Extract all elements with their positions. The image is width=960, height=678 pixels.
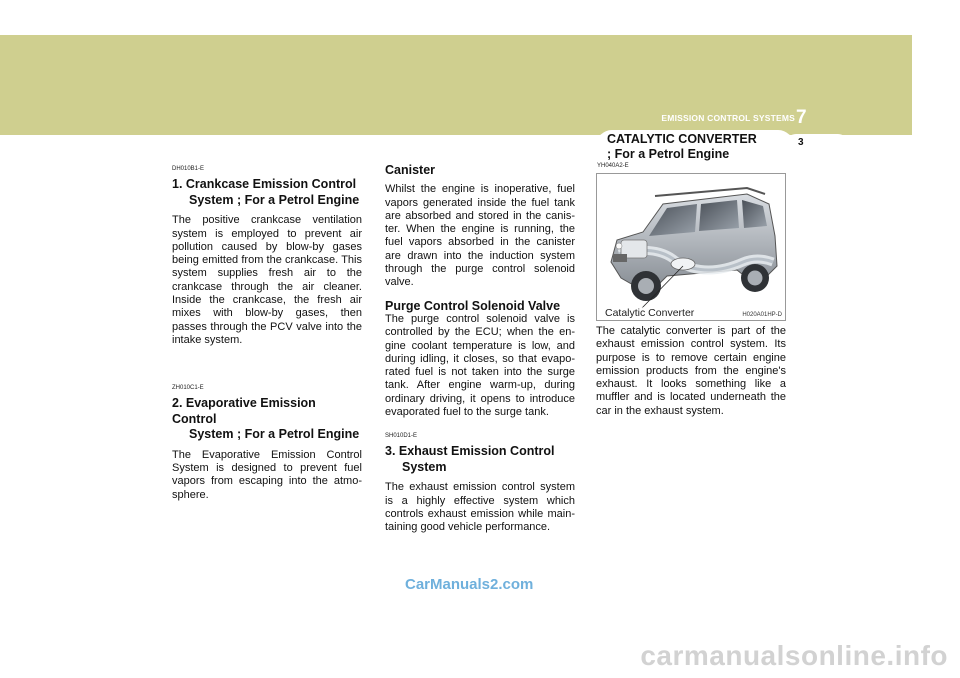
section-title: EMISSION CONTROL SYSTEMS (661, 113, 795, 123)
section-code: ZH010C1-E (172, 385, 204, 391)
section-code: YH040A2-E (597, 163, 629, 169)
purge-body: The purge control solenoid valve is controlled by the ECU; when the en-gine coolant temperature is low, and during idling, it closes, so that evapo-rated fuel is not taken into the surge tank. After engine warm-up, during ordinary driving, it opens to introduce evaporated fuel to the surge tank. (385, 312, 575, 419)
column-left (172, 163, 362, 347)
column-middle (385, 164, 575, 419)
catalytic-converter-title (607, 132, 787, 162)
heading-line2: System ; For a Petrol Engine (189, 427, 360, 442)
heading-line1: 2. Evaporative Emission Control (172, 396, 316, 426)
catalytic-converter-figure (596, 173, 786, 321)
column-right (596, 325, 786, 418)
canister-body: Whilst the engine is inoperative, fuel vapors generated inside the fuel tank are absorbed and stored in the canis-ter. When the engine is running, the fuel vapors absorbed in the canister are drawn into the induction system through the purge control solenoid valve. (385, 183, 575, 289)
heading-line2: System ; For a Petrol Engine (189, 192, 360, 207)
purge-heading: Purge Control Solenoid Valve (385, 298, 561, 313)
page-number: 3 (798, 137, 804, 148)
evaporative-body: The Evaporative Emission Control System is designed to prevent fuel vapors from escaping into the atmo-sphere. (172, 448, 362, 501)
exhaust-body: The exhaust emission control system is a highly effective system which controls exhaust emission while main-taining good vehicle performance. (385, 481, 575, 534)
exhaust-heading (385, 444, 575, 475)
figure-label: Catalytic Converter (605, 307, 695, 319)
crankcase-body: The positive crankcase ventilation system is employed to prevent air pollution caused by blow-by gases being emitted from the crankcase. This system supplies fresh air to the crankcase through the air cleaner. Inside the crankcase, the fresh air mixes with blow-by gases, then passes through the PCV valve into the intake system. (172, 214, 362, 346)
watermark: CarManuals2.com (405, 576, 534, 593)
page-tab (786, 134, 848, 150)
evaporative-heading (172, 396, 362, 443)
car-illustration (597, 174, 785, 320)
catalytic-body: The catalytic converter is part of the exhaust emission control system. Its purpose is to remove certain engine emission products from the engine's exhaust. It looks something like a muffler and is located underneath the car in the exhaust system. (596, 325, 786, 417)
canister-heading: Canister (385, 163, 436, 177)
column-left-section2 (172, 382, 362, 502)
tab-title-line1: CATALYTIC CONVERTER (607, 132, 757, 146)
section-code: SH010D1-E (385, 433, 418, 439)
figure-code: H020A01HP-D (742, 312, 782, 318)
chapter-number: 7 (796, 107, 807, 128)
footer-watermark: carmanualsonline.info (640, 640, 948, 671)
heading-line1: 3. Exhaust Emission Control (385, 444, 555, 459)
crankcase-heading (172, 177, 362, 208)
tab-title-line2: ; For a Petrol Engine (607, 147, 730, 161)
section-code: DH010B1-E (172, 166, 205, 172)
heading-line2: System (402, 459, 447, 474)
column-middle-section3 (385, 430, 575, 534)
heading-line1: 1. Crankcase Emission Control (172, 177, 357, 192)
